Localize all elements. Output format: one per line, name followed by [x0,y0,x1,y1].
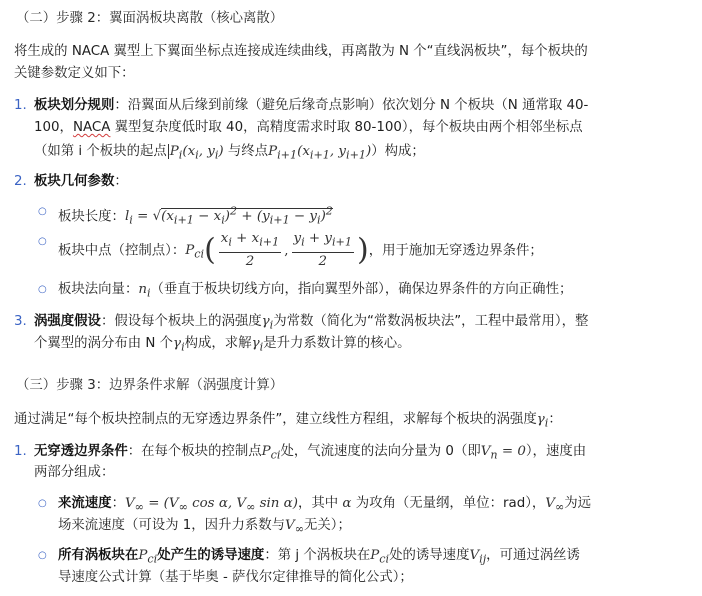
bullet-control-point: 板块中点（控制点）：$P_{ci}$( $\frac{x_i + x_{i+1}}{2}$ , $\frac{y_i + y_{i+1}}{2}$ )，用于施加无穿透边界条件； [58,231,543,269]
list-item-panel-division-line1 [34,96,588,116]
vortex-strength-text2c: 是升力系数计算的核心。 [263,336,411,351]
list-item-no-penetration-line1 [34,442,586,466]
paragraph-step3-intro [14,410,562,434]
panel-division-text1: ：沿翼面从后缘到前缘（避免后缘奇点影响）依次划分 N 个板块（N 通常取 40- [114,98,589,113]
gamma-symbol: $\gamma_i$ [173,336,185,354]
induced-velocity-title: 所有涡板块在$P_{ci}$处产生的诱导速度 [58,548,265,566]
bullet-dot: ○ [38,498,47,509]
control-point-symbol: $P_{ci}$ [261,444,281,462]
control-point-y-fraction: $\frac{y_i + y_{i+1}}{2}$ [293,231,352,269]
list-number-1: 1. [14,444,27,459]
list-item-panel-division-line2 [34,118,583,138]
paragraph-intro-line1: 将生成的 NACA 翼型上下翼面坐标点连接成连续曲线，再离散为 N 个“直线涡板块”，每个板块的 [14,44,588,59]
step3-intro-colon: ： [548,412,562,427]
control-point-desc: ，用于施加无穿透边界条件； [368,243,543,259]
normal-velocity-formula: $V_n = 0$ [480,444,526,462]
vortex-strength-title: 涡强度假设 [34,314,101,329]
bullet-dot: ○ [38,236,47,247]
bullet-dot: ○ [38,550,47,561]
induced-velocity-text-a: ：第 j 个涡板块在 [264,548,371,563]
normal-vector-symbol: $n_i$ [138,282,151,300]
no-penetration-text1c: ），速度由 [525,444,587,459]
list-item-vortex-strength-line2 [34,334,410,358]
list-number-3: 3. [14,314,27,329]
panel-division-text3b: 与终点 [227,144,269,159]
list-item-panel-division-line3 [34,142,425,166]
no-penetration-title: 无穿透边界条件 [34,444,128,459]
vortex-strength-text2a: 个翼型的涡分布由 N 个 [34,336,174,351]
panel-division-title: 板块划分规则 [34,98,115,113]
freestream-text-e: 无关）； [304,518,351,533]
control-point-formula: $P_{ci}$ [185,243,205,262]
freestream-title: 来流速度 [58,496,112,511]
geometry-title: 板块几何参数 [34,174,115,189]
panel-division-text3a: （如第 i 个板块的起点 [34,144,167,159]
bullet-freestream-line1: 来流速度：$V_\infty = (V_\infty$ cos α, $V_\infty$ sin α)，其中 α 为攻角（无量纲，单位：rad），$V_\infty$为远 [58,496,592,514]
bullet-dot: ○ [38,206,47,217]
no-penetration-text1b: 处，气流速度的法向分量为 0（即 [280,444,481,459]
panel-length-label: 板块长度： [58,209,125,225]
vortex-strength-text1a: ：假设每个板块上的涡强度 [100,314,262,329]
alpha-symbol: α [338,496,356,511]
control-point-label: 板块中点（控制点）： [58,243,186,259]
bullet-freestream-line2 [58,516,351,540]
list-item-geometry-title [34,172,128,192]
gamma-symbol: $\gamma_i$ [536,412,549,430]
normal-vector-desc: （垂直于板块切线方向，指向翼型外部），确保边界条件的方向正确性； [150,282,573,297]
start-point-formula: $P_i(x_i$, $y_i$) [169,144,224,162]
bullet-panel-length [58,202,333,231]
list-number-2: 2. [14,174,27,189]
freestream-text-c: 为远 [564,496,592,511]
control-point-symbol: $P_{ci}$ [370,548,390,566]
naca-spellcheck-word: NACA [72,120,111,135]
normal-vector-label: 板块法向量： [58,282,139,297]
freestream-text-d: 场来流速度（可设为 1，因升力系数与 [58,518,286,533]
panel-length-formula: $l_i = √(x_{i+1} - x_i)^2 + (y_{i+1} - y_i)^2$ [124,205,333,228]
v-inf-symbol: $V_\infty$ [545,496,565,514]
end-point-formula: $P_{i+1}(x_{i+1}$, $y_{i+1}$) [268,144,372,162]
bullet-dot: ○ [38,284,47,295]
induced-velocity-text-c: ，可通过涡丝诱 [486,548,580,563]
freestream-text-b: 为攻角（无量纲，单位：rad）， [355,496,546,511]
list-item-no-penetration-line2: 两部分组成： [34,465,115,480]
induced-velocity-text-b: 处的诱导速度 [389,548,470,563]
control-point-x-fraction: $\frac{x_i + x_{i+1}}{2}$ [220,231,280,269]
v-inf-symbol: $V_\infty$ [285,518,304,536]
geometry-colon: ： [114,174,128,189]
step3-intro-text: 通过满足“每个板块控制点的无穿透边界条件”，建立线性方程组，求解每个板块的涡强度 [14,412,537,427]
paragraph-intro-line2: 关键参数定义如下： [14,66,135,81]
bullet-induced-velocity-line1 [58,546,580,570]
bullet-induced-velocity-line2: 导速度公式计算（基于毕奥 - 萨伐尔定律推导的简化公式）； [58,570,413,585]
induced-velocity-symbol: $V_{ij}$ [469,548,487,566]
list-number-1: 1. [14,98,27,113]
bullet-normal-vector [58,280,572,304]
gamma-symbol: $\gamma_i$ [261,314,274,332]
panel-division-text3c: ）构成； [371,144,425,159]
panel-division-text2b: 翼型复杂度低时取 40，高精度需求时取 80-100），每个板块由两个相邻坐标点 [110,120,583,135]
list-item-vortex-strength-line1 [34,312,588,336]
freestream-formula: $V_\infty = (V_\infty$ cos α, $V_\infty$ sin α) [124,496,298,514]
section-heading-step2: （二）步骤 2：翼面涡板块离散（核心离散） [16,11,284,26]
vortex-strength-text2b: 构成，求解 [184,336,252,351]
no-penetration-text1a: ：在每个板块的控制点 [127,444,262,459]
vortex-strength-text1b: 为常数（简化为“常数涡板块法”，工程中最常用），整 [273,314,589,329]
gamma-symbol: $\gamma_i$ [251,336,264,354]
panel-division-text2a: 100， [34,120,73,135]
section-heading-step3: （三）步骤 3：边界条件求解（涡强度计算） [16,378,284,393]
freestream-text-a: ，其中 [297,496,339,511]
